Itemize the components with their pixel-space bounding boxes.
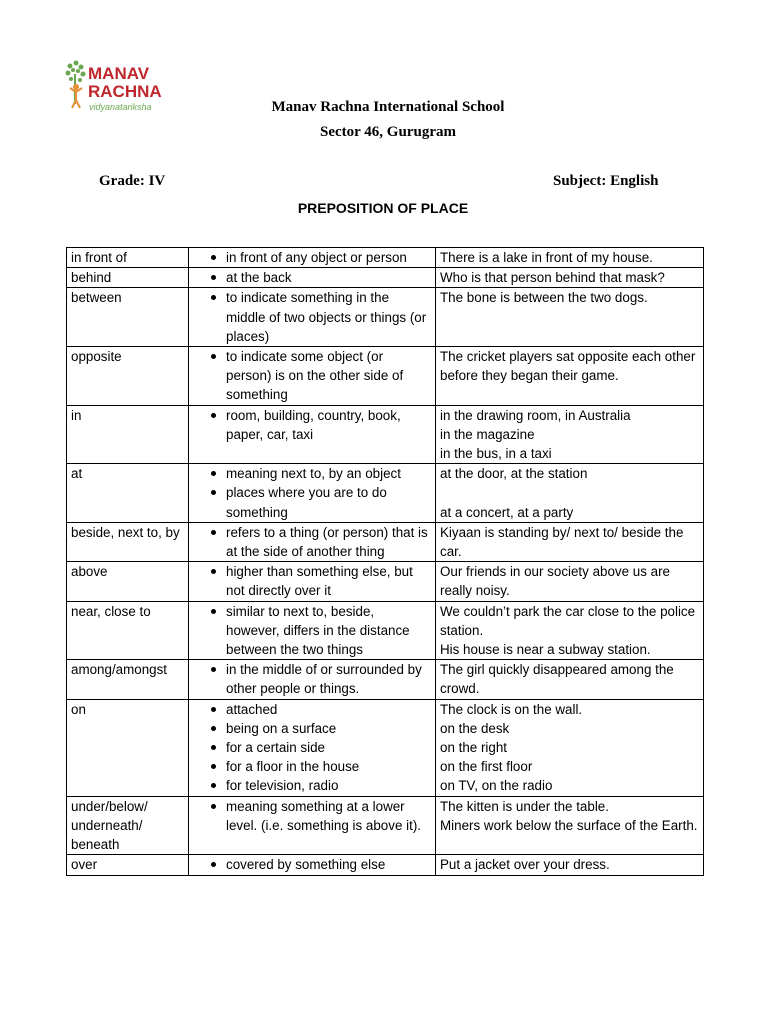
meaning-item: to indicate some object (or person) is on the other side of something [193, 347, 431, 405]
example-cell [436, 660, 704, 699]
example-cell [436, 347, 704, 406]
preposition-cell: on [67, 699, 189, 796]
meaning-item: to indicate something in the middle of two objects or things (or places) [193, 288, 431, 346]
meaning-cell [189, 699, 436, 796]
meaning-list [193, 602, 431, 660]
example-line [440, 483, 699, 502]
meaning-list [193, 523, 431, 561]
table-row [67, 347, 704, 406]
example-line: on the desk [440, 720, 510, 736]
meaning-cell [189, 347, 436, 406]
meaning-cell [189, 522, 436, 561]
logo-line2: RACHNA [88, 82, 162, 101]
preposition-cell: between [67, 288, 189, 347]
meaning-list [193, 347, 431, 405]
preposition-cell: over [67, 855, 189, 875]
example-cell [436, 855, 704, 875]
example-line: on the right [440, 740, 507, 756]
example-line: The kitten is under the table. [440, 798, 609, 814]
table-row [67, 405, 704, 464]
table-row [67, 268, 704, 288]
meaning-list [193, 248, 431, 267]
example-line: on the first floor [440, 759, 533, 775]
table-row [67, 288, 704, 347]
example-cell [436, 248, 704, 268]
table-row [67, 248, 704, 268]
table-row [67, 796, 704, 855]
example-cell [436, 288, 704, 347]
table-row [67, 660, 704, 699]
meaning-cell [189, 855, 436, 875]
preposition-cell: behind [67, 268, 189, 288]
example-line: Put a jacket over your dress. [440, 857, 610, 873]
meaning-item: being on a surface [193, 719, 431, 738]
meaning-item: covered by something else [193, 855, 431, 874]
example-line: The clock is on the wall. [440, 701, 583, 717]
school-name: Manav Rachna International School [271, 99, 505, 115]
example-cell [436, 268, 704, 288]
school-address: Sector 46, Gurugram [320, 124, 456, 140]
meaning-cell [189, 796, 436, 855]
example-line: There is a lake in front of my house. [440, 250, 653, 265]
example-line: His house is near a subway station. [440, 642, 651, 658]
meaning-cell [189, 405, 436, 464]
meaning-cell [189, 288, 436, 347]
example-line: Kiyaan is standing by/ next to/ beside the car. [440, 524, 684, 560]
meaning-cell [189, 562, 436, 601]
preposition-table [66, 247, 704, 876]
logo-tagline: vidyanatariksha [89, 102, 152, 112]
preposition-table-body [67, 248, 704, 876]
example-line: in the magazine [440, 426, 535, 442]
example-line: The bone is between the two dogs. [440, 290, 648, 306]
example-cell [436, 562, 704, 601]
example-cell [436, 464, 704, 523]
meaning-cell [189, 601, 436, 660]
table-row [67, 562, 704, 601]
logo-line1: MANAV [88, 64, 150, 83]
meaning-list [193, 268, 431, 287]
example-cell [436, 796, 704, 855]
meaning-item: room, building, country, book, paper, car, taxi [193, 406, 431, 444]
example-line: We couldn’t park the car close to the police station. [440, 603, 696, 638]
meaning-cell [189, 660, 436, 699]
meaning-item: higher than something else, but not directly over it [193, 562, 431, 600]
example-line: on TV, on the radio [440, 778, 553, 794]
meaning-list [193, 797, 431, 835]
example-line: The girl quickly disappeared among the crowd. [440, 662, 674, 697]
preposition-cell: among/amongst [67, 660, 189, 699]
meaning-item: places where you are to do something [193, 483, 431, 521]
meaning-list [193, 464, 431, 522]
meaning-list [193, 288, 431, 346]
preposition-cell: opposite [67, 347, 189, 406]
table-row [67, 601, 704, 660]
meaning-item: for a certain side [193, 738, 431, 757]
preposition-cell: near, close to [67, 601, 189, 660]
meaning-list [193, 660, 431, 698]
example-cell [436, 699, 704, 796]
preposition-cell: in front of [67, 248, 189, 268]
example-cell [436, 601, 704, 660]
preposition-cell: in [67, 405, 189, 464]
document-title: PREPOSITION OF PLACE [297, 200, 469, 216]
meaning-item: attached [193, 700, 431, 719]
example-line: The cricket players sat opposite each other before they began their game. [440, 349, 696, 384]
preposition-cell: beside, next to, by [67, 522, 189, 561]
meaning-list [193, 406, 431, 444]
subject-label: Subject: English [553, 173, 659, 189]
meaning-item: in the middle of or surrounded by other people or things. [193, 660, 431, 698]
meaning-cell [189, 248, 436, 268]
meaning-cell [189, 268, 436, 288]
preposition-cell: under/below/ underneath/ beneath [67, 796, 189, 855]
meaning-item: in front of any object or person [193, 248, 431, 267]
meaning-item: at the back [193, 268, 431, 287]
meaning-list [193, 700, 431, 796]
table-row [67, 464, 704, 523]
meaning-item: for a floor in the house [193, 757, 431, 776]
example-line: at a concert, at a party [440, 504, 574, 520]
example-line: Miners work below the surface of the Earth. [440, 817, 698, 833]
example-line: in the bus, in a taxi [440, 446, 552, 462]
meaning-list [193, 562, 431, 600]
table-row [67, 522, 704, 561]
meaning-item: meaning something at a lower level. (i.e. something is above it). [193, 797, 431, 835]
example-line: Our friends in our society above us are really noisy. [440, 564, 670, 599]
preposition-cell: at [67, 464, 189, 523]
meaning-item: for television, radio [193, 776, 431, 795]
preposition-cell: above [67, 562, 189, 601]
meaning-item: refers to a thing (or person) that is at the side of another thing [193, 523, 431, 561]
meaning-list [193, 855, 431, 874]
meaning-cell [189, 464, 436, 523]
example-cell [436, 405, 704, 464]
grade-label: Grade: IV [99, 173, 166, 189]
example-line: Who is that person behind that mask? [440, 270, 665, 286]
example-line: at the door, at the station [440, 466, 588, 482]
table-row [67, 699, 704, 796]
meaning-item: meaning next to, by an object [193, 464, 431, 483]
meaning-item: similar to next to, beside, however, differs in the distance between the two things [193, 602, 431, 660]
example-cell [436, 522, 704, 561]
table-row [67, 855, 704, 875]
example-line: in the drawing room, in Australia [440, 407, 631, 423]
